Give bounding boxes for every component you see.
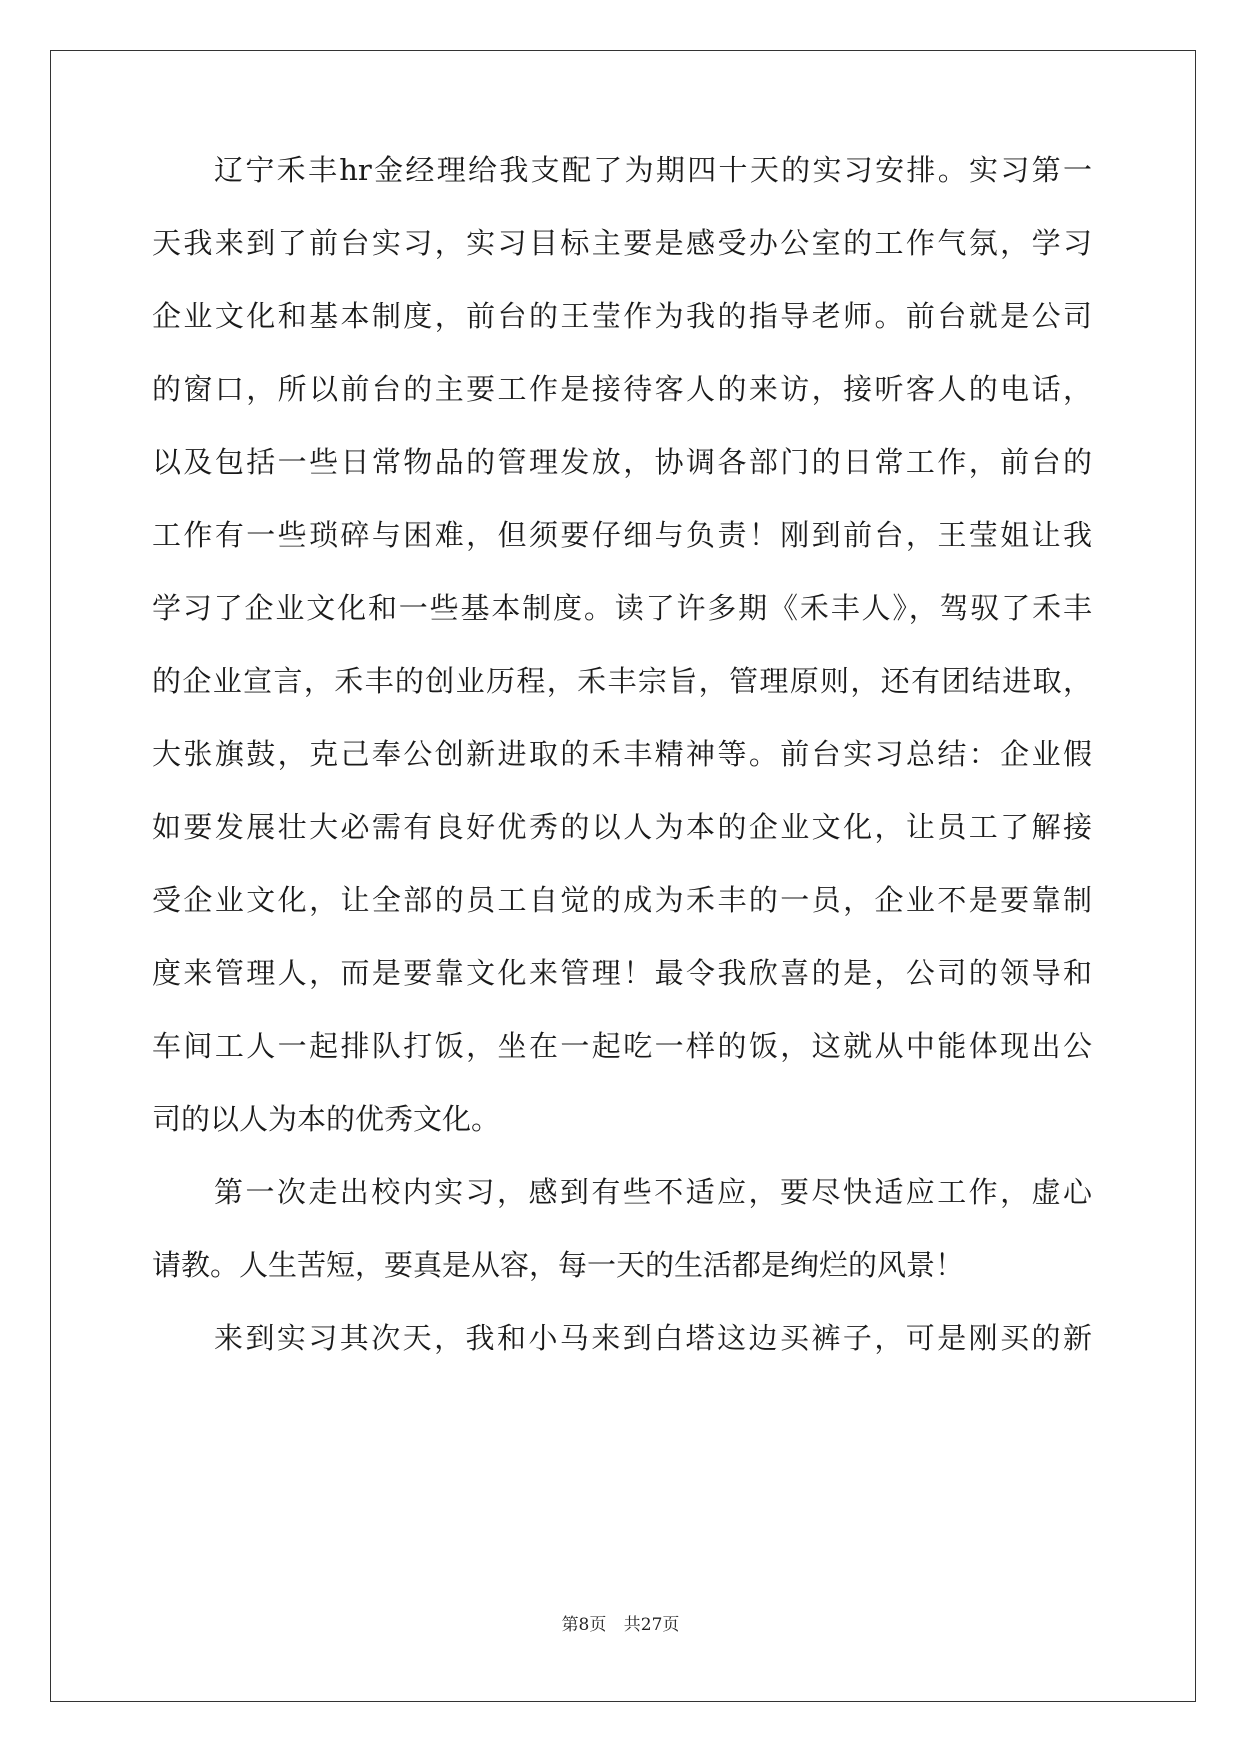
page-number: 第8页	[561, 1615, 607, 1635]
page-total: 共27页	[623, 1615, 680, 1635]
paragraph-line: 司的以人为本的优秀文化。	[152, 1102, 501, 1136]
paragraph-line: 企业文化和基本制度，前台的王莹作为我的指导老师。前台就是公司	[152, 299, 1092, 333]
page-footer	[0, 1610, 1241, 1635]
paragraph-line: 来到实习其次天，我和小马来到白塔这边买裤子，可是刚买的新	[214, 1321, 1092, 1355]
paragraph-line: 度来管理人，而是要靠文化来管理！最令我欣喜的是，公司的领导和	[152, 956, 1092, 990]
paragraph-line: 以及包括一些日常物品的管理发放，协调各部门的日常工作，前台的	[152, 445, 1092, 479]
paragraph-line: 受企业文化，让全部的员工自觉的成为禾丰的一员，企业不是要靠制	[152, 883, 1092, 917]
paragraph-line: 车间工人一起排队打饭，坐在一起吃一样的饭，这就从中能体现出公	[152, 1029, 1092, 1063]
paragraph-line: 第一次走出校内实习，感到有些不适应，要尽快适应工作，虚心	[214, 1175, 1092, 1209]
paragraph-line: 的企业宣言，禾丰的创业历程，禾丰宗旨，管理原则，还有团结进取，	[152, 664, 1092, 698]
paragraph-line: 大张旗鼓，克己奉公创新进取的禾丰精神等。前台实习总结：企业假	[152, 737, 1092, 771]
paragraph-line: 请教。人生苦短，要真是从容，每一天的生活都是绚烂的风景！	[152, 1248, 965, 1282]
paragraph-line: 学习了企业文化和一些基本制度。读了许多期《禾丰人》，驾驭了禾丰	[152, 591, 1092, 625]
paragraph-line: 天我来到了前台实习，实习目标主要是感受办公室的工作气氛，学习	[152, 226, 1092, 260]
paragraph-line: 如要发展壮大必需有良好优秀的以人为本的企业文化，让员工了解接	[152, 810, 1092, 844]
paragraph-line: 工作有一些琐碎与困难，但须要仔细与负责！刚到前台，王莹姐让我	[152, 518, 1092, 552]
paragraph-line: 辽宁禾丰hr金经理给我支配了为期四十天的实习安排。实习第一	[214, 153, 1092, 187]
paragraph-line: 的窗口，所以前台的主要工作是接待客人的来访，接听客人的电话，	[152, 372, 1092, 406]
